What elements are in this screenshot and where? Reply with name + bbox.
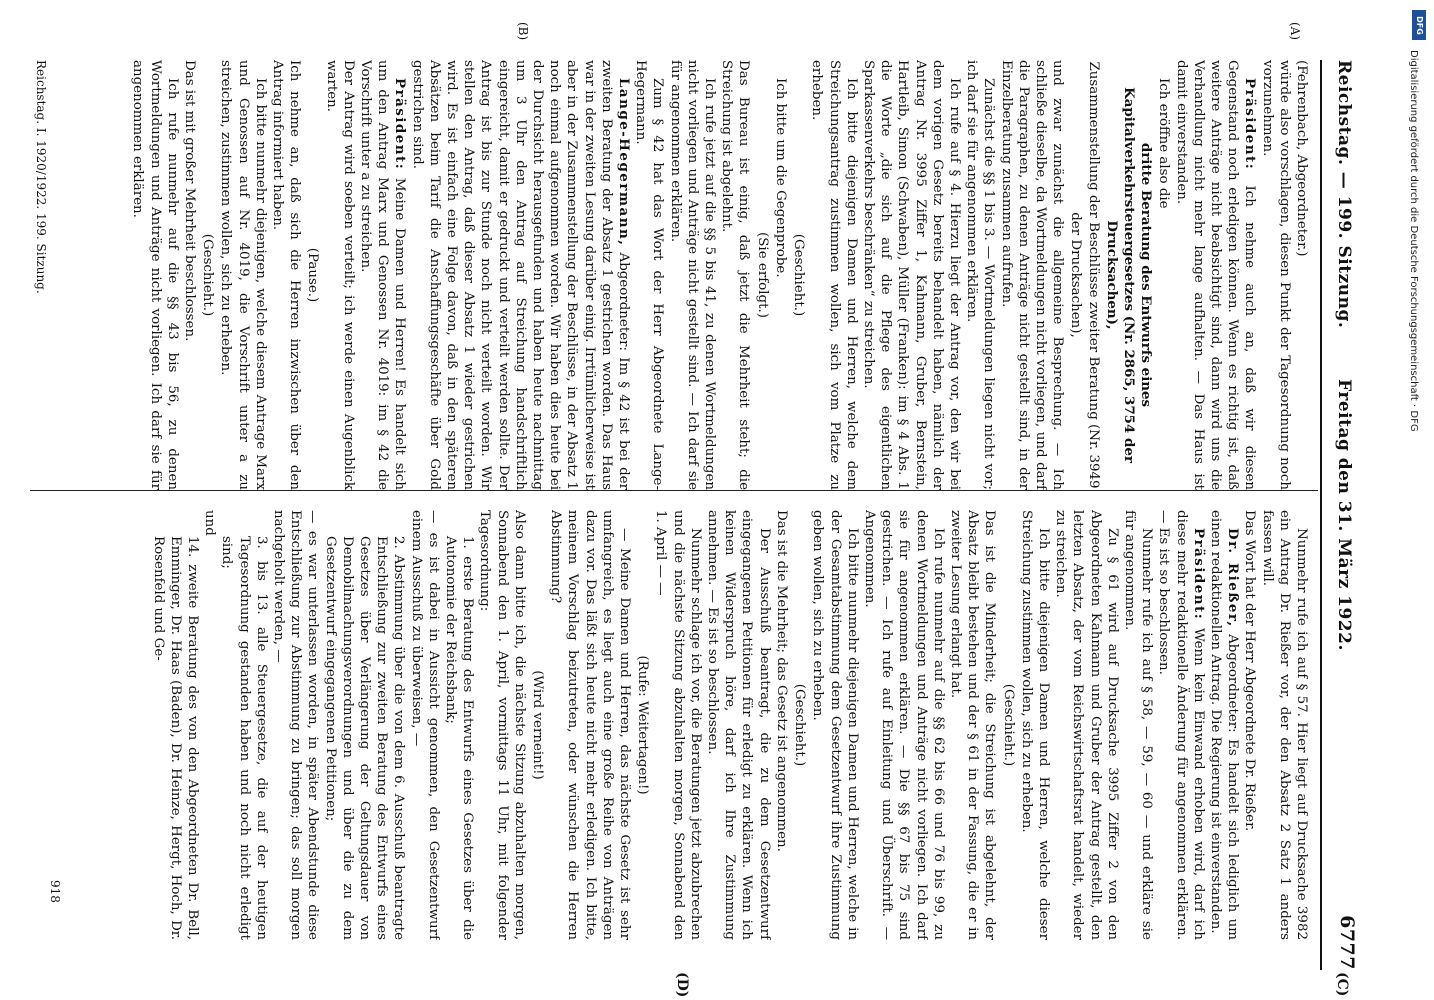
paragraph — [772, 60, 789, 490]
paragraph — [773, 510, 790, 940]
paragraph-text: und zwar zunächst die allgemeine Besprechung. — Ich schließe dieselbe, da Wortmeldungen nicht vorliegen, und darf die Paragraphen, zu denen Anträge nicht gestellt sind, in der Einzelberatung zusammen aufrufen. — [998, 60, 1066, 490]
margin-marker-c: (C) — [1334, 972, 1350, 997]
paragraph-text: Das Wort hat der Herr Abgeordnete Dr. Rießer. — [1242, 510, 1258, 832]
paragraph-text: Ich bitte um die Gegenprobe. — [772, 78, 788, 278]
right-text-column — [30, 510, 1310, 940]
dfg-logo — [1412, 10, 1426, 40]
paragraph — [1258, 510, 1310, 940]
sheet-number: 918 — [48, 880, 62, 903]
paragraph — [1155, 60, 1172, 490]
paragraph-text: (Fehrenbach, Abgeordneter.) — [1294, 60, 1309, 257]
paragraph — [408, 60, 632, 490]
paragraph-text: Abgeordneter: Im § 42 ist bei der zweiten Beratung der Absatz 1 gestrichen worden. Das Haus war in der zweiten Lesung darüber einig. Irrtümlicherweise ist aber in der Zusammenstellung der Beschlüsse, in der Absatz 1 noch einmal aufgenommen worden. Wir haben dies heute bei der Durchsicht herausgefunden und haben heute nachmittag um 3 Uhr den Antrag auf Streichung handschriftlich eingereicht, damit er gedruckt und verteilt werden sollte. Der Antrag ist bis zur Stunde noch nicht verteilt worden. Wir stellen den Antrag, daß dieser Absatz 1 wieder gestrichen wird. Es ist einfach eine Folge davon, daß in den späteren Absätzen beim Tarif die Anschaffungsgeschäfte über Gold gestrichen sind. — [409, 60, 632, 490]
paragraph — [808, 60, 860, 490]
paragraph — [357, 60, 409, 490]
paragraph — [322, 60, 356, 490]
paragraph — [634, 510, 651, 940]
paragraph — [149, 510, 201, 940]
paragraph-text: 2. Abstimmung über die von dem 6. Ausschuß beantragte Entschließung zur zweiten Beratung des Entwurfs eines Gesetzes über Verlängerung der Geltungsdauer von Demobilmachungsverordnungen und über die zu dem Gesetzentwurf eingegangenen Petitionen; — [322, 536, 407, 940]
dfg-funding-strip — [1408, 6, 1432, 806]
paragraph — [999, 510, 1016, 940]
header-date: Freitag den 31. März 1922. — [1334, 379, 1354, 651]
paragraph — [1103, 60, 1155, 490]
paragraph — [547, 510, 633, 940]
paragraph-text: (Wird verneint!) — [530, 670, 546, 780]
paragraph-text: Das ist die Minderheit; die Streichung ist abgelehnt, der Absatz bleibt bestehen und der § 61 in der Fassung, die er in zweiter Lesung erlangt hat. — [947, 510, 998, 940]
paragraph-text: (Geschieht.) — [792, 683, 808, 767]
page-footer: Reichstag. I. 1920/1922. 199. Sitzung. — [34, 60, 48, 294]
paragraph-text: Nunmehr rufe ich auf § 57. Hier liegt auf Drucksache 3982 ein Antrag Dr. Rießer vor, der den Absatz 2 Satz 1 anders fassen will. — [1259, 510, 1309, 940]
paragraph — [201, 510, 218, 940]
paragraph — [476, 510, 528, 940]
speaker-name: Präsident: — [1190, 528, 1207, 621]
paragraph-text: Wenn kein Einwand erhoben wird, darf ich diese mehr redaktionelle Änderung für angenommen erklären. — Es ist so beschlossen. — [1156, 510, 1206, 940]
paragraph — [1155, 510, 1207, 940]
paragraph-text: Das Bureau ist einig, daß jetzt die Mehrheit steht; die Streichung ist abgelehnt. — [719, 60, 752, 490]
paragraph — [269, 60, 303, 490]
paragraph — [1018, 510, 1052, 940]
paragraph — [947, 510, 999, 940]
paragraph-text: — es ist dabei in Aussicht genommen, den Gesetzentwurf einem Ausschuß zu überweisen, — — [408, 510, 441, 940]
paragraph — [860, 60, 963, 490]
paragraph-text: Zusammenstellung der Beschlüsse zweiter Beratung (Nr. 3949 der Drucksachen), — [1068, 61, 1101, 489]
paragraph-text: Ich nehme an, daß sich die Herren inzwischen über den Antrag informiert haben. — [270, 60, 303, 490]
paragraph — [218, 510, 270, 940]
dfg-funding-text: Digitalisierung gefördert durch die Deutsche Forschungsgemeinschaft · DFG — [1408, 50, 1419, 432]
paragraph-text: Nunmehr schlage ich vor, die Beratungen jetzt abzubrechen und die nächste Sitzung abzuhalten morgen, Sonnabend den 1. April — — — [653, 510, 703, 940]
paragraph — [791, 510, 808, 940]
paragraph-text: würde also vorschlagen, diesen Punkt der Tagesordnung noch vorzunehmen. — [1259, 60, 1292, 490]
paragraph-text: Ich rufe nunmehr auf die §§ 62 bis 66 und 76 bis 99, zu denen Wortmeldungen und Anträge nicht vorliegen. Ich darf sie für angenommen erklären. — Die §§ 67 bis 75 sind gestrichen. — Ich rufe auf Einleitung und Überschrift. — Angenommen. — [861, 510, 946, 940]
paragraph — [1207, 510, 1241, 940]
paragraph — [666, 60, 718, 490]
paragraph-text: Ich bitte nunmehr diejenigen Damen und Herren, welche in der Gesamtabstimmung dem Gesetzentwurf ihre Zustimmung geben wollen, sich zu erheben. — [810, 510, 860, 940]
margin-marker-a: (A) — [1288, 22, 1302, 41]
paragraph-text: Also dann bitte ich, die nächste Sitzung abzuhalten morgen, Sonnabend den 1. April, vormittags 11 Uhr, mit folgender Tagesordnung: — [477, 510, 527, 940]
paragraph-text: Ich bitte diejenigen Damen und Herren, welche dieser Streichung zustimmen wollen, sich zu erheben. — [1018, 510, 1051, 940]
paragraph — [270, 510, 322, 940]
paragraph-text: — Meine Damen und Herren, das nächste Gesetz ist sehr umfangreich, es liegt auch eine große Reihe von Anträgen dazu vor. Das läßt sich heute nicht mehr erledigen. Ich bitte, meinem Vorschlag beizutreten, oder wünschen die Herren Abstimmung? — [548, 510, 633, 940]
paragraph — [1258, 60, 1292, 490]
paragraph — [407, 510, 441, 940]
paragraph — [1241, 510, 1258, 940]
paragraph — [442, 510, 476, 940]
paragraph-text: 1. erste Beratung des Entwurfs eines Gesetzes über die Autonomie der Reichsbank; — [443, 536, 476, 940]
paragraph-text: Das ist die Mehrheit; das Gesetz ist angenommen. — [773, 510, 789, 852]
speaker-name: Präsident: — [392, 78, 409, 171]
margin-marker-d: (D) — [674, 972, 690, 998]
speaker-name: Präsident: — [1242, 78, 1259, 171]
paragraph-text: Ich bitte nunmehr diejenigen, welche diesem Antrage Marx und Genossen auf Nr. 4019, die Vorschrift unter a zu streichen, zustimmen wollen, sich zu erheben. — [218, 60, 268, 490]
paragraph — [1067, 60, 1101, 490]
paragraph — [1172, 60, 1258, 490]
paragraph — [199, 60, 216, 490]
speaker-name: Dr. Rießer, — [1225, 528, 1242, 628]
dfg-logo-text: DFG — [1414, 15, 1424, 35]
paragraph-text: Zum § 42 hat das Wort der Herr Abgeordnete Lange-Hegermann. — [633, 60, 666, 490]
margin-marker-b: (B) — [516, 22, 530, 41]
paragraph-text: dritte Beratung des Entwurfs eines Kapitalverkehrsteuergesetzes (Nr. 2865, 3754 der Drucksachen), — [1103, 87, 1155, 463]
left-text-column — [30, 60, 1310, 490]
paragraph-text: (Sie erfolgt.) — [754, 232, 770, 318]
header-left: Reichstag. — 199. Sitzung. — [1334, 60, 1354, 329]
paragraph — [963, 60, 997, 490]
paragraph — [1293, 60, 1310, 490]
paragraph-text: (Geschieht.) — [791, 233, 807, 317]
paragraph — [632, 60, 666, 490]
paragraph — [861, 510, 947, 940]
paragraph — [718, 60, 752, 490]
paragraph-text: Ich bitte diejenigen Damen und Herren, welche dem Streichungsantrag zustimmen wollen, sich vom Platze zu erheben. — [809, 60, 859, 490]
paragraph-text: Ich rufe nunmehr auf die §§ 43 bis 56, zu denen Wortmeldungen und Anträge nicht vorliegen. Ich darf sie für angenommen erklären. — [130, 60, 180, 490]
paragraph — [304, 60, 321, 490]
paragraph-text: Abgeordneter: Es handelt sich lediglich um einen redaktionellen Antrag. Die Regierung ist einverstanden. — [1207, 510, 1241, 940]
paragraph — [217, 60, 269, 490]
paragraph — [321, 510, 407, 940]
paragraph — [129, 60, 181, 490]
paragraph-text: und — [202, 510, 218, 536]
paragraph-text: — es war unterlassen worden, in später Abendstunde diese Entschließung zur Abstimmung zu bringen; das soll morgen nachgeholt werden, — — [271, 510, 321, 940]
paragraph-text: Ich nehme auch an, daß wir diesen Gegenstand noch erledigen können. Wenn es richtig ist, daß weitere Anträge nicht beabsichtigt sind, dann wird uns die Verhandlung nicht mehr lange aufhalten. — Das Haus ist damit einverstanden. — [1173, 60, 1258, 490]
paragraph-text: Das ist mit großer Mehrheit beschlossen. — [182, 60, 197, 342]
paragraph-text: Ich eröffne also die — [1156, 78, 1172, 209]
paragraph — [1052, 510, 1121, 940]
paragraph-text: 14. zweite Beratung des von den Abgeordneten Dr. Bell, Emminger, Dr. Haas (Baden), Dr. Heinze, Hergt, Hoch, Dr. Rosenfeld und Ge- — [150, 536, 200, 940]
paragraph — [754, 60, 771, 490]
paragraph — [790, 60, 807, 490]
header-rule — [1320, 60, 1322, 970]
paragraph — [997, 60, 1066, 490]
paragraph — [809, 510, 861, 940]
page-header — [1328, 60, 1358, 970]
paragraph — [704, 510, 773, 940]
paragraph-text: Ich rufe auf § 4. Hierzu liegt der Antrag vor, den wir bei dem vorigen Gesetz bereits behandelt haben, nämlich der Antrag Nr. 3995 Ziffer 1, Kahmann, Gruber, Bernstein, Hartleib, Simon (Schwaben), Müller (Franken): im § 4 Abs. 1 die Worte „die sich auf die Pflege des eigentlichen Sparkassenverkehrs beschränken“ zu streichen. — [860, 60, 962, 490]
paragraph-text: Ich rufe jetzt auf die §§ 5 bis 41, zu denen Wortmeldungen nicht vorliegen und Anträge nicht gestellt sind. — Ich darf sie für angenommen erklären. — [667, 60, 718, 490]
paragraph-text: (Geschieht.) — [200, 233, 216, 317]
paragraph-text: (Rufe: Weitertagen!) — [635, 655, 651, 795]
paragraph-text: Der Antrag wird soeben verteilt; ich werde einen Augenblick warten. — [323, 60, 356, 490]
paragraph-text: (Geschieht.) — [1000, 683, 1016, 767]
paragraph-text: Meine Damen und Herren! Es handelt sich um den Antrag Marx und Genossen Nr. 4019: im § 42 die Vorschrift unter a zu streichen. — [358, 60, 408, 490]
paragraph-text: Zu § 61 wird auf Drucksache 3995 Ziffer 2 von den Abgeordneten Kahmann und Gruber der Antrag gestellt, den letzten Absatz, der vom Reichswirtschaftsrat handelt, wieder zu streichen. — [1053, 510, 1120, 940]
paragraph — [652, 510, 704, 940]
paragraph-text: 3. bis 13. alle Steuergesetze, die auf der heutigen Tagesordnung gestanden haben und noch nicht erledigt sind; — [219, 536, 269, 940]
paragraph — [1121, 510, 1155, 940]
paragraph-text: Zunächst die §§ 1 bis 3. — Wortmeldungen liegen nicht vor; ich darf sie für angenommen erklären. — [964, 60, 997, 490]
paragraph-text: Nunmehr rufe ich auf § 58, — 59, — 60 — und erkläre sie für angenommen. — [1121, 510, 1155, 940]
paragraph-text: Der Ausschuß beantragt, die zu dem Gesetzentwurf eingegangenen Petitionen für erledigt zu erklären. Wenn ich keinen Widerspruch höre, darf ich Ihre Zustimmung annehmen. — Es ist so beschlossen. — [705, 510, 772, 940]
paragraph — [529, 510, 546, 940]
paragraph-text: (Pause.) — [305, 247, 321, 303]
paragraph — [181, 60, 198, 490]
column-divider — [30, 490, 1318, 491]
speaker-name: Lange-Hegermann, — [616, 78, 633, 247]
header-page-number: 6777 — [1336, 915, 1358, 970]
